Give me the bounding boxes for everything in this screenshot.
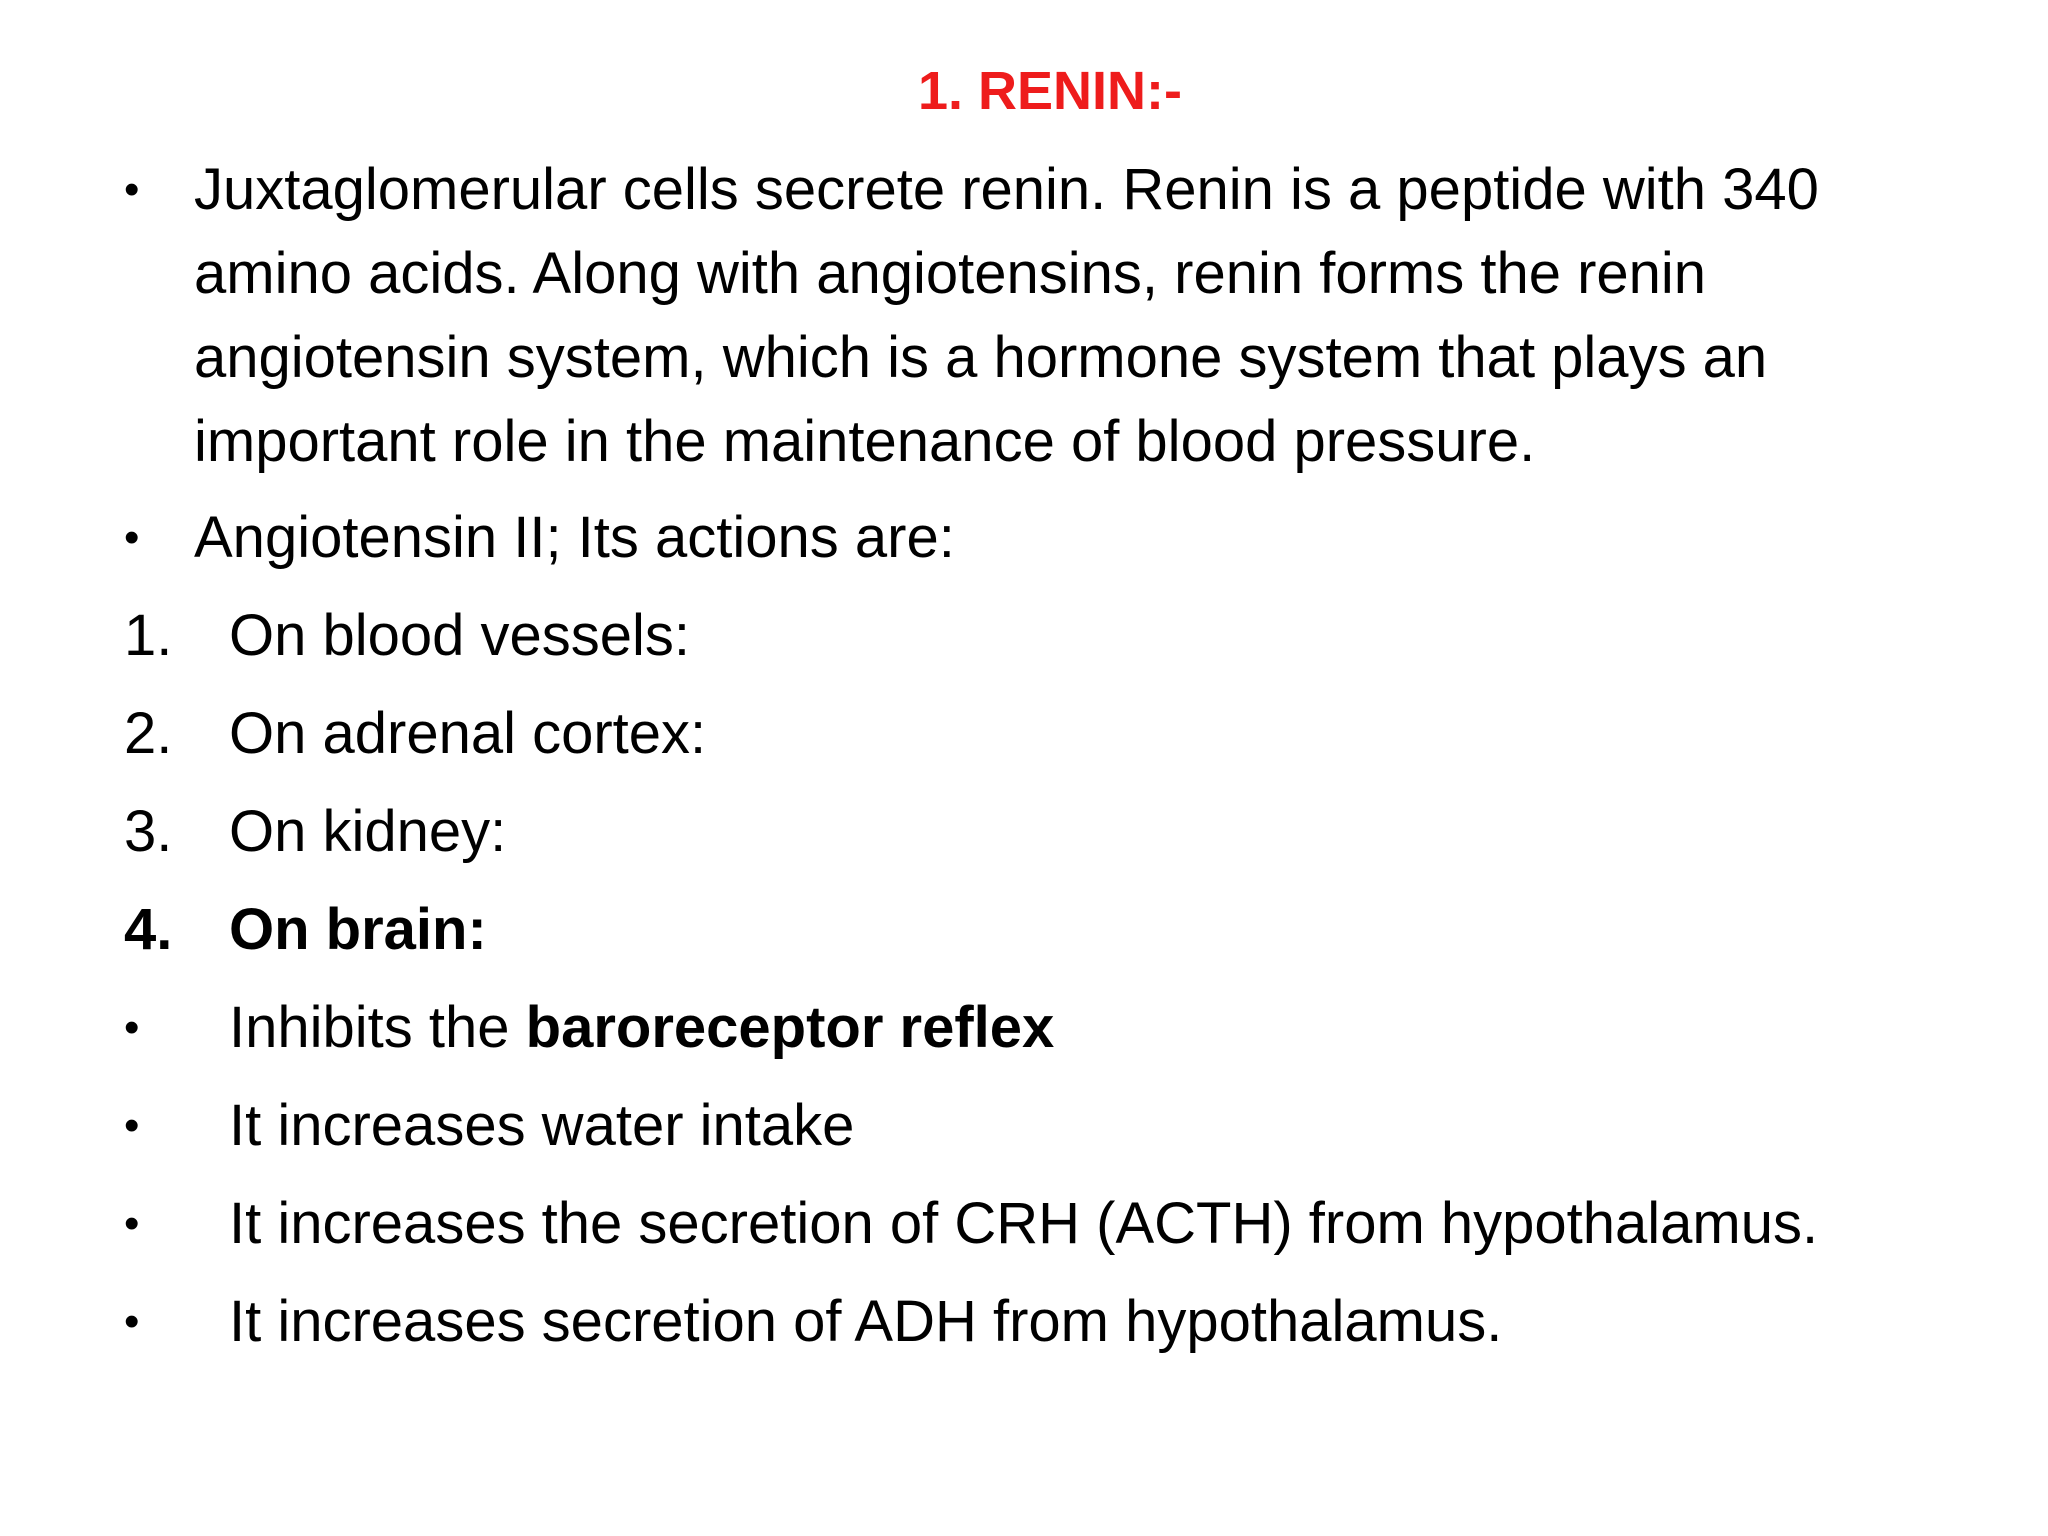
item-text: On blood vessels: — [229, 603, 691, 668]
effect-text: It increases water intake — [229, 1093, 855, 1158]
item-text: On kidney: — [229, 799, 507, 864]
item-number: 2. — [124, 701, 173, 766]
effect-text: It increases secretion of ADH from hypothalamus. — [229, 1289, 1503, 1354]
effect-text — [229, 986, 1054, 1070]
intro-line-3: angiotensin system, which is a hormone system that plays an — [194, 325, 1768, 390]
bullet-marker: • — [124, 1297, 140, 1346]
effect-prefix: Inhibits the — [229, 995, 526, 1060]
bullet-marker: • — [124, 513, 140, 562]
slide-title: 1. RENIN:- — [917, 61, 1182, 121]
actions-heading: Angiotensin II; Its actions are: — [194, 505, 955, 570]
intro-line-4: important role in the maintenance of blood pressure. — [194, 409, 1536, 474]
item-number: 3. — [124, 799, 173, 864]
intro-line-1: Juxtaglomerular cells secrete renin. Renin is a peptide with 340 — [194, 157, 1819, 222]
item-number: 4. — [124, 897, 173, 962]
item-text: On adrenal cortex: — [229, 701, 707, 766]
item-number: 1. — [124, 603, 173, 668]
bullet-marker: • — [124, 165, 140, 214]
bullet-marker: • — [124, 1003, 140, 1052]
bullet-marker: • — [124, 1199, 140, 1248]
effect-text: It increases the secretion of CRH (ACTH) from hypothalamus. — [229, 1191, 1819, 1256]
intro-line-2: amino acids. Along with angiotensins, renin forms the renin — [194, 241, 1707, 306]
bullet-marker: • — [124, 1101, 140, 1150]
effect-emphasis: baroreceptor reflex — [525, 995, 1055, 1060]
item-text: On brain: — [229, 897, 487, 962]
intro-paragraph — [194, 148, 2014, 484]
